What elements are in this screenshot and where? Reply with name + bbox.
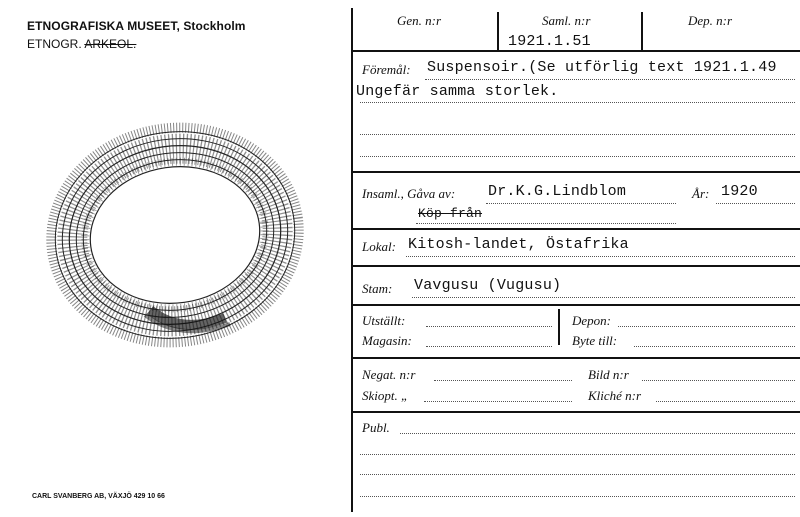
dotted-line <box>360 156 795 157</box>
saml-number-label: Saml. n:r <box>542 13 591 28</box>
dotted-line <box>400 433 795 434</box>
dotted-line <box>486 203 676 204</box>
row-line-lokal <box>351 265 800 267</box>
dotted-line <box>434 380 572 381</box>
dotted-line <box>360 134 795 135</box>
header-divider-2 <box>641 12 643 50</box>
header-divider-1 <box>497 12 499 50</box>
dotted-line <box>360 474 795 475</box>
gen-number-label: Gen. n:r <box>397 13 442 28</box>
lokal-value: Kitosh-landet, Östafrika <box>408 236 629 253</box>
row-line-header <box>351 50 800 52</box>
foremal-label: Föremål: <box>362 62 411 77</box>
dotted-line <box>634 346 795 347</box>
stam-value: Vavgusu (Vugusu) <box>414 277 562 294</box>
row-line-insaml <box>351 228 800 230</box>
row-line-magasin <box>351 357 800 359</box>
dotted-line <box>642 380 795 381</box>
dep-number-label: Dep. n:r <box>688 13 733 28</box>
foremal-value: Suspensoir.(Se utförlig text 1921.1.49 <box>427 59 777 76</box>
bild-label: Bild n:r <box>588 367 629 382</box>
dotted-line <box>618 326 795 327</box>
department-struck: ARKEOL. <box>84 37 137 51</box>
insaml-label: Insaml., Gåva av: <box>362 186 456 201</box>
object-drawing <box>30 110 330 370</box>
dotted-line <box>360 454 795 455</box>
dotted-line <box>656 401 795 402</box>
row-line-foremal <box>351 171 800 173</box>
dotted-line <box>426 326 552 327</box>
row-line-stam <box>351 304 800 306</box>
depon-label: Depon: <box>572 313 611 328</box>
depon-divider <box>558 309 560 345</box>
dotted-line <box>716 203 795 204</box>
kliche-label: Kliché n:r <box>588 388 642 403</box>
printer-line: CARL SVANBERG AB, VÄXJÖ 429 10 66 <box>32 493 165 500</box>
year-label: År: <box>692 186 710 201</box>
dotted-line <box>424 401 572 402</box>
magasin-label: Magasin: <box>362 333 412 348</box>
dotted-line <box>360 496 795 497</box>
publ-label: Publ. <box>362 420 390 435</box>
department-prefix: ETNOGR. <box>27 37 82 51</box>
dotted-line <box>406 256 795 257</box>
row-line-negat <box>351 411 800 413</box>
byte-label: Byte till: <box>572 333 618 348</box>
negat-label: Negat. n:r <box>362 367 416 382</box>
utstallt-label: Utställt: <box>362 313 406 328</box>
insaml-value: Dr.K.G.Lindblom <box>488 183 627 200</box>
foremal-dotted-line <box>425 79 795 80</box>
dotted-line <box>360 102 795 103</box>
card-left-border <box>351 8 353 512</box>
dotted-line <box>412 297 795 298</box>
lokal-label: Lokal: <box>362 239 396 254</box>
dotted-line <box>426 346 552 347</box>
year-value: 1920 <box>721 183 758 200</box>
dotted-line <box>416 223 676 224</box>
foremal-value-line2: Ungefär samma storlek. <box>356 83 559 100</box>
department-line <box>27 37 136 51</box>
museum-name: ETNOGRAFISKA MUSEET, Stockholm <box>27 19 246 33</box>
purchase-struck: Köp från <box>418 206 483 221</box>
skiopt-label: Skiopt. „ <box>362 388 409 403</box>
stam-label: Stam: <box>362 281 393 296</box>
saml-number-value: 1921.1.51 <box>508 33 591 50</box>
